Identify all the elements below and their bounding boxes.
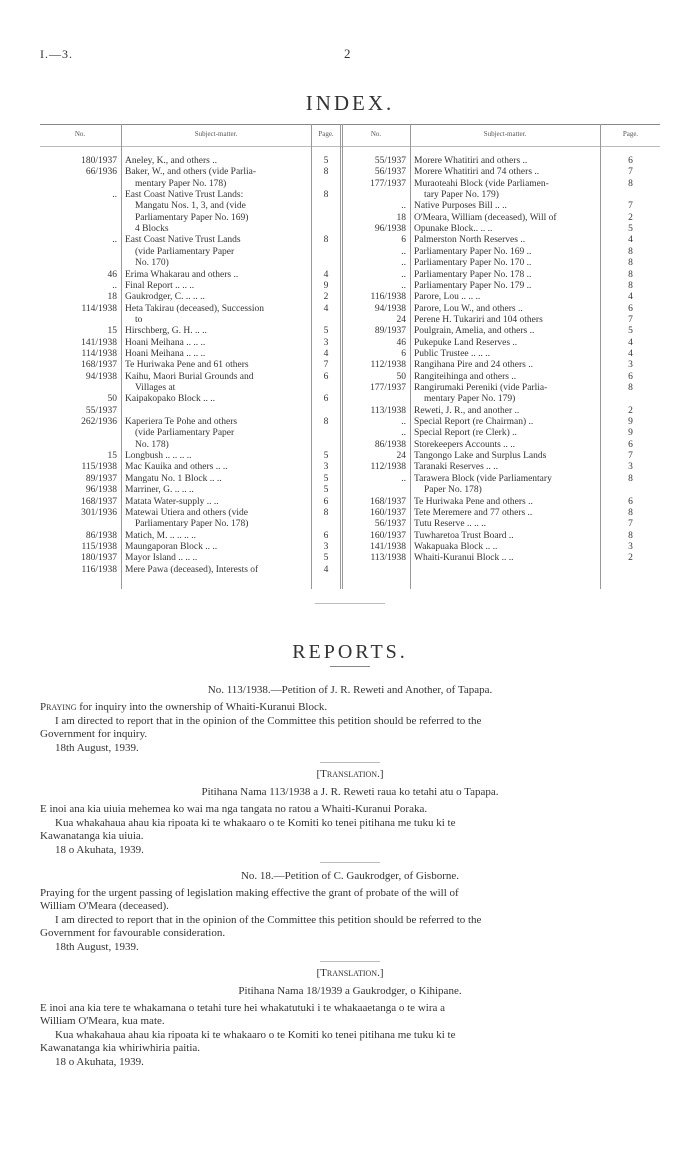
index-entry-page: 8 (628, 383, 633, 393)
index-entry-page: 8 (628, 280, 633, 291)
index-entry-page: 4 (323, 564, 329, 575)
index-entry-number: .. (401, 428, 406, 439)
index-entry-page: 6 (628, 156, 633, 166)
index-entry-number: 56/1937 (374, 167, 406, 178)
index-entry-subject: Mangatu No. 1 Block .. .. (125, 473, 222, 484)
index-entry-subject: Te Huriwaka Pene and 61 others (125, 360, 249, 371)
index-entry-subject: Parliamentary Paper No. 178) (135, 519, 249, 530)
index-entry-subject: Tete Meremere and 77 others .. (414, 507, 533, 518)
index-entry-number: .. (401, 258, 406, 269)
index-entry-number: 141/1938 (81, 337, 117, 348)
index-entry-subject: Baker, W., and others (vide Parlia- (125, 167, 257, 178)
index-entry-number: 168/1937 (81, 360, 117, 371)
col-header-page: Page. (318, 130, 334, 138)
report-paragraph (40, 701, 327, 714)
index-entry-page: 2 (323, 292, 329, 303)
translation-date: 18 o Akuhata, 1939. (55, 844, 144, 856)
index-entry-number: 168/1937 (81, 496, 117, 507)
report-paragraph: Government for inquiry. (40, 728, 148, 740)
index-entry-number: 24 (396, 314, 406, 325)
index-entry-page: 6 (323, 394, 329, 405)
index-entry-subject: Hoani Meihana .. .. .. (125, 348, 206, 359)
index-entry-page: 9 (323, 280, 329, 291)
index-entry-page: 7 (323, 360, 329, 371)
index-entry-number: 50 (107, 394, 117, 405)
index-entry-number: 113/1938 (370, 405, 406, 416)
index-entry-number: 24 (396, 451, 406, 462)
page-number: 2 (344, 46, 351, 61)
translation-date: 18 o Akuhata, 1939. (55, 1056, 144, 1068)
index-entry-number: 46 (396, 337, 406, 348)
index-entry-subject: Kaihu, Maori Burial Grounds and (125, 371, 254, 382)
index-entry-subject: Final Report .. .. .. (125, 280, 195, 291)
index-entry-number: 160/1937 (370, 507, 406, 518)
index-entry-subject: Tutu Reserve .. .. .. (414, 519, 486, 530)
index-entry-subject: Longbush .. .. .. .. (125, 451, 192, 462)
index-entry-subject: Tangongo Lake and Surplus Lands (414, 451, 547, 462)
index-entry-subject: Hirschberg, G. H. .. .. (125, 326, 207, 337)
index-center-divider (340, 124, 341, 589)
index-entry-number: .. (112, 280, 117, 291)
index-entry-page: 4 (323, 303, 329, 314)
index-entry-subject: Te Huriwaka Pene and others .. (414, 496, 533, 507)
index-entry-number: 301/1936 (81, 507, 117, 518)
index-entry-subject: Mangatu Nos. 1, 3, and (vide (135, 201, 246, 212)
index-entry-subject: Native Purposes Bill .. .. (414, 201, 507, 212)
index-entry-page: 5 (628, 326, 633, 337)
index-entry-subject: O'Meara, William (deceased), Will of (414, 212, 557, 223)
index-entry-number: 18 (107, 292, 117, 303)
index-entry-subject: Rangihana Pire and 24 others .. (414, 360, 533, 371)
translation-label: [Translation.] (316, 768, 384, 780)
index-entry-number: .. (401, 473, 406, 484)
index-entry-number: 114/1938 (81, 348, 117, 359)
index-entry-page: 2 (628, 553, 633, 564)
index-entry-subject: Hoani Meihana .. .. .. (125, 337, 206, 348)
index-entry-subject: Matata Water-supply .. .. (125, 496, 219, 507)
index-entry-subject: Parliamentary Paper No. 169 .. (414, 246, 532, 257)
index-entry-number: .. (401, 280, 406, 291)
index-entry-page: 6 (323, 496, 329, 507)
index-entry-number: 89/1937 (85, 473, 117, 484)
index-entry-number: 168/1937 (370, 496, 406, 507)
index-entry-number: 160/1937 (370, 530, 406, 541)
index-entry-page: 8 (628, 246, 633, 257)
index-entry-number: 94/1938 (374, 303, 406, 314)
translation-paragraph: Kua whakahaua ahau kia ripoata ki te whakaaro o te Komiti ko tenei pitihana me tuku ki te (55, 1029, 456, 1041)
index-entry-subject: Morere Whatitiri and others .. (414, 156, 528, 166)
report-separator (320, 762, 380, 763)
index-entry-page: 5 (323, 326, 329, 337)
index-entry-subject: Kaperiera Te Pohe and others (125, 417, 238, 428)
index-entry-page: 4 (628, 337, 633, 348)
index-entry-number: 115/1938 (81, 541, 117, 552)
index-entry-number: 180/1937 (81, 553, 117, 564)
index-entry-page: 3 (628, 462, 633, 473)
index-entry-subject: Whaiti-Kuranui Block .. .. (414, 553, 514, 564)
index-entry-number: .. (112, 190, 117, 201)
index-entry-page: 8 (323, 507, 329, 518)
index-entry-number: 55/1937 (374, 156, 406, 166)
index-entry-subject: (vide Parliamentary Paper (135, 428, 235, 439)
index-entry-page: 6 (323, 530, 329, 541)
report-paragraph: I am directed to report that in the opinion of the Committee this petition should be referred to the (55, 914, 482, 926)
index-entry-number: 86/1938 (374, 439, 406, 450)
index-entry-page: 2 (628, 405, 633, 416)
index-entry-number: 56/1937 (374, 519, 406, 530)
index-entry-subject: No. 170) (135, 258, 169, 269)
col-header-no: No. (74, 130, 86, 138)
index-entry-subject: Poulgrain, Amelia, and others .. (414, 326, 535, 337)
index-entry-subject: Parore, Lou .. .. .. (414, 292, 481, 303)
index-entry-page: 5 (323, 485, 329, 496)
report-text: for inquiry into the ownership of Whaiti-Kuranui Block. (76, 701, 328, 713)
index-entry-subject: Taranaki Reserves .. .. (414, 462, 499, 473)
index-entry-subject: Parliamentary Paper No. 169) (135, 212, 249, 223)
index-entry-number: .. (401, 246, 406, 257)
index-entry-subject: Perene H. Tukariri and 104 others (414, 314, 543, 325)
index-entry-subject: Villages at (135, 383, 176, 393)
index-entry-subject: Parliamentary Paper No. 170 .. (414, 258, 532, 269)
index-entry-subject: Morere Whatitiri and 74 others .. (414, 167, 540, 178)
index-entry-subject: Special Report (re Chairman) .. (414, 417, 534, 428)
index-entry-subject: Pukepuke Land Reserves .. (414, 337, 518, 348)
index-entry-page: 6 (628, 371, 633, 382)
index-entry-subject: Aneley, K., and others .. (125, 156, 217, 166)
document-reference: I.—3. (40, 47, 73, 61)
report-heading: No. 18.—Petition of C. Gaukrodger, of Gisborne. (240, 870, 459, 882)
index-entry-subject: Reweti, J. R., and another .. (414, 405, 520, 416)
index-entry-page: 3 (323, 462, 329, 473)
index-top-rule (40, 124, 660, 125)
index-entry-page: 8 (323, 167, 329, 178)
index-entry-page: 7 (628, 201, 633, 212)
index-entry-subject: Public Trustee .. .. .. (414, 348, 491, 359)
index-entry-number: 50 (396, 371, 406, 382)
index-entry-subject: Parore, Lou W., and others .. (414, 303, 523, 314)
index-entry-subject: Opunake Block.. .. .. (414, 224, 493, 235)
index-entry-page: 6 (628, 496, 633, 507)
index-entry-subject: Mac Kauika and others .. .. (125, 462, 228, 473)
index-entry-number: .. (401, 201, 406, 212)
index-entry-page: 4 (323, 348, 329, 359)
index-entry-subject: Parliamentary Paper No. 178 .. (414, 269, 532, 280)
index-entry-page: 3 (323, 541, 329, 552)
col-header-page: Page. (622, 130, 639, 138)
index-entry-number: 86/1938 (85, 530, 117, 541)
report-separator (320, 961, 380, 962)
translation-heading: Pitihana Nama 18/1939 a Gaukrodger, o Kihipane. (238, 985, 462, 997)
translation-paragraph: William O'Meara, kua mate. (40, 1015, 165, 1027)
index-entry-subject: mentary Paper No. 178) (135, 178, 227, 189)
translation-paragraph: Kua whakahaua ahau kia ripoata ki te whakaaro o te Komiti ko tenei pitihana me tuku ki te (55, 817, 456, 829)
index-entry-subject: No. 178) (135, 439, 169, 450)
translation-paragraph: E inoi ana kia uiuia mehemea ko wai ma nga tangata no ratou a Whaiti-Kuranui Poraka. (40, 803, 428, 815)
col-header-subject: Subject-matter. (194, 130, 238, 138)
index-entry-subject: Muraoteahi Block (vide Parliamen- (414, 178, 549, 189)
index-entry-subject: Mere Pawa (deceased), Interests of (125, 564, 259, 575)
index-entry-page: 7 (628, 451, 633, 462)
col-header-no: No. (370, 130, 382, 138)
index-entry-number: 112/1938 (370, 462, 406, 473)
index-entry-page: 8 (628, 473, 633, 484)
index-entry-number: 112/1938 (370, 360, 406, 371)
index-entry-page: 5 (323, 473, 329, 484)
index-entry-subject: Erima Whakarau and others .. (125, 269, 239, 280)
index-entry-subject: East Coast Native Trust Lands (125, 235, 241, 246)
index-entry-number: 180/1937 (81, 156, 117, 166)
index-col-divider (410, 124, 411, 589)
index-entry-subject: Tuwharetoa Trust Board .. (414, 530, 514, 541)
index-entry-page: 6 (628, 439, 633, 450)
index-entry-number: 6 (401, 235, 406, 246)
index-entry-number: 262/1936 (81, 417, 117, 428)
index-entry-number: 96/1938 (85, 485, 117, 496)
index-entry-subject: tary Paper No. 179) (424, 190, 499, 201)
report-paragraph: I am directed to report that in the opinion of the Committee this petition should be referred to the (55, 715, 482, 727)
translation-paragraph: Kawanatanga kia uiuia. (40, 830, 144, 842)
index-entry-page: 7 (628, 519, 633, 530)
index-entry-number: 141/1938 (370, 541, 406, 552)
index-entry-subject: Special Report (re Clerk) .. (414, 428, 517, 439)
index-entry-page: 7 (628, 314, 633, 325)
index-entry-subject: 4 Blocks (135, 224, 169, 235)
index-entry-number: 66/1936 (85, 167, 117, 178)
report-separator (320, 862, 380, 863)
index-entry-page: 7 (628, 167, 633, 178)
index-entry-page: 5 (628, 224, 633, 235)
index-entry-page: 4 (323, 269, 329, 280)
index-entry-number: 177/1937 (370, 383, 406, 393)
index-entry-subject: Rangirumaki Pereniki (vide Parlia- (414, 383, 548, 393)
index-entry-number: 96/1938 (374, 224, 406, 235)
index-entry-page: 5 (323, 451, 329, 462)
index-entry-subject: Heta Takirau (deceased), Succession (125, 303, 264, 314)
index-header-rule (40, 146, 660, 147)
index-entry-number: 115/1938 (81, 462, 117, 473)
reports-title-underline (330, 666, 370, 667)
index-entry-number: .. (401, 417, 406, 428)
index-entry-page: 5 (323, 156, 329, 166)
index-entry-subject: Paper No. 178) (424, 485, 482, 496)
index-entry-page: 8 (628, 269, 633, 280)
index-entry-subject: Gaukrodger, C. .. .. .. (125, 292, 205, 303)
index-entry-subject: Mayor Island .. .. .. (125, 553, 198, 564)
index-entry-page: 8 (628, 530, 633, 541)
index-entry-subject: Wakapuaka Block .. .. (414, 541, 498, 552)
report-heading: No. 113/1938.—Petition of J. R. Reweti and Another, of Tapapa. (207, 684, 493, 696)
index-entry-number: 94/1938 (85, 371, 117, 382)
index-entry-page: 8 (628, 258, 633, 269)
index-entry-subject: to (135, 314, 143, 325)
index-entry-page: 8 (323, 417, 329, 428)
index-entry-subject: Rangiteihinga and others .. (414, 371, 517, 382)
index-entry-number: 46 (107, 269, 117, 280)
index-entry-number: 15 (107, 451, 117, 462)
index-entry-subject: Storekeepers Accounts .. .. (414, 439, 516, 450)
index-entry-page: 2 (628, 212, 633, 223)
index-entry-page: 9 (628, 428, 633, 439)
index-entry-page: 4 (628, 292, 633, 303)
index-entry-subject: Kaipakopako Block .. .. (125, 394, 215, 405)
reports-title: REPORTS. (292, 641, 408, 663)
report-paragraph: Government for favourable consideration. (40, 927, 226, 939)
translation-heading: Pitihana Nama 113/1938 a J. R. Reweti raua ko tetahi atu o Tapapa. (201, 786, 499, 798)
index-entry-number: 6 (401, 348, 406, 359)
index-end-rule (315, 603, 385, 604)
index-entry-page: 3 (628, 541, 633, 552)
translation-paragraph: E inoi ana kia tere te whakamana o tetahi ture hei whakatutuki i te whakaaetanga o te wira a (40, 1002, 445, 1014)
index-col-divider (121, 124, 122, 589)
index-entry-subject: Parliamentary Paper No. 179 .. (414, 280, 532, 291)
index-entry-subject: Marriner, G. .. .. .. (125, 485, 194, 496)
index-entry-page: 6 (628, 303, 633, 314)
index-entry-number: .. (401, 269, 406, 280)
index-entry-number: 114/1938 (81, 303, 117, 314)
index-entry-number: 116/1938 (81, 564, 117, 575)
index-entry-page: 9 (628, 417, 633, 428)
index-entry-number: 116/1938 (370, 292, 406, 303)
index-entry-page: 8 (628, 507, 633, 518)
index-entry-subject: East Coast Native Trust Lands: (125, 190, 244, 201)
index-entry-page: 3 (628, 360, 633, 371)
index-entry-number: 177/1937 (370, 178, 406, 189)
index-entry-page: 6 (323, 371, 329, 382)
col-header-subject: Subject-matter. (483, 130, 527, 138)
index-entry-page: 8 (628, 178, 633, 189)
index-entry-number: 55/1937 (85, 405, 117, 416)
index-entry-page: 4 (628, 235, 633, 246)
index-entry-number: .. (112, 235, 117, 246)
index-entry-page: 4 (628, 348, 633, 359)
report-paragraph: Praying for the urgent passing of legislation making effective the grant of probate of the will of (40, 887, 459, 899)
index-entry-page: 3 (323, 337, 329, 348)
index-entry-number: 113/1938 (370, 553, 406, 564)
index-entry-subject: Palmerston North Reserves .. (414, 235, 526, 246)
index-entry-subject: Tarawera Block (vide Parliamentary (414, 473, 552, 484)
index-entry-subject: Maungaporan Block .. .. (125, 541, 218, 552)
translation-paragraph: Kawanatanga kia whiriwhiria paitia. (40, 1042, 201, 1054)
translation-label: [Translation.] (316, 967, 384, 979)
report-date: 18th August, 1939. (55, 742, 139, 754)
index-entry-page: 8 (323, 190, 329, 201)
index-entry-page: 5 (323, 553, 329, 564)
report-date: 18th August, 1939. (55, 941, 139, 953)
index-entry-page: 8 (323, 235, 329, 246)
index-entry-number: 15 (107, 326, 117, 337)
report-paragraph: William O'Meara (deceased). (40, 900, 169, 912)
index-entry-subject: Matich, M. .. .. .. .. (125, 530, 196, 541)
index-entry-number: 89/1937 (374, 326, 406, 337)
index-entry-number: 18 (396, 212, 406, 223)
index-entry-subject: (vide Parliamentary Paper (135, 246, 235, 257)
index-entry-subject: mentary Paper No. 179) (424, 394, 516, 405)
report-lead-word: Praying (40, 701, 77, 713)
index-title: INDEX. (305, 91, 395, 115)
index-entry-subject: Matewai Utiera and others (vide (125, 507, 248, 518)
